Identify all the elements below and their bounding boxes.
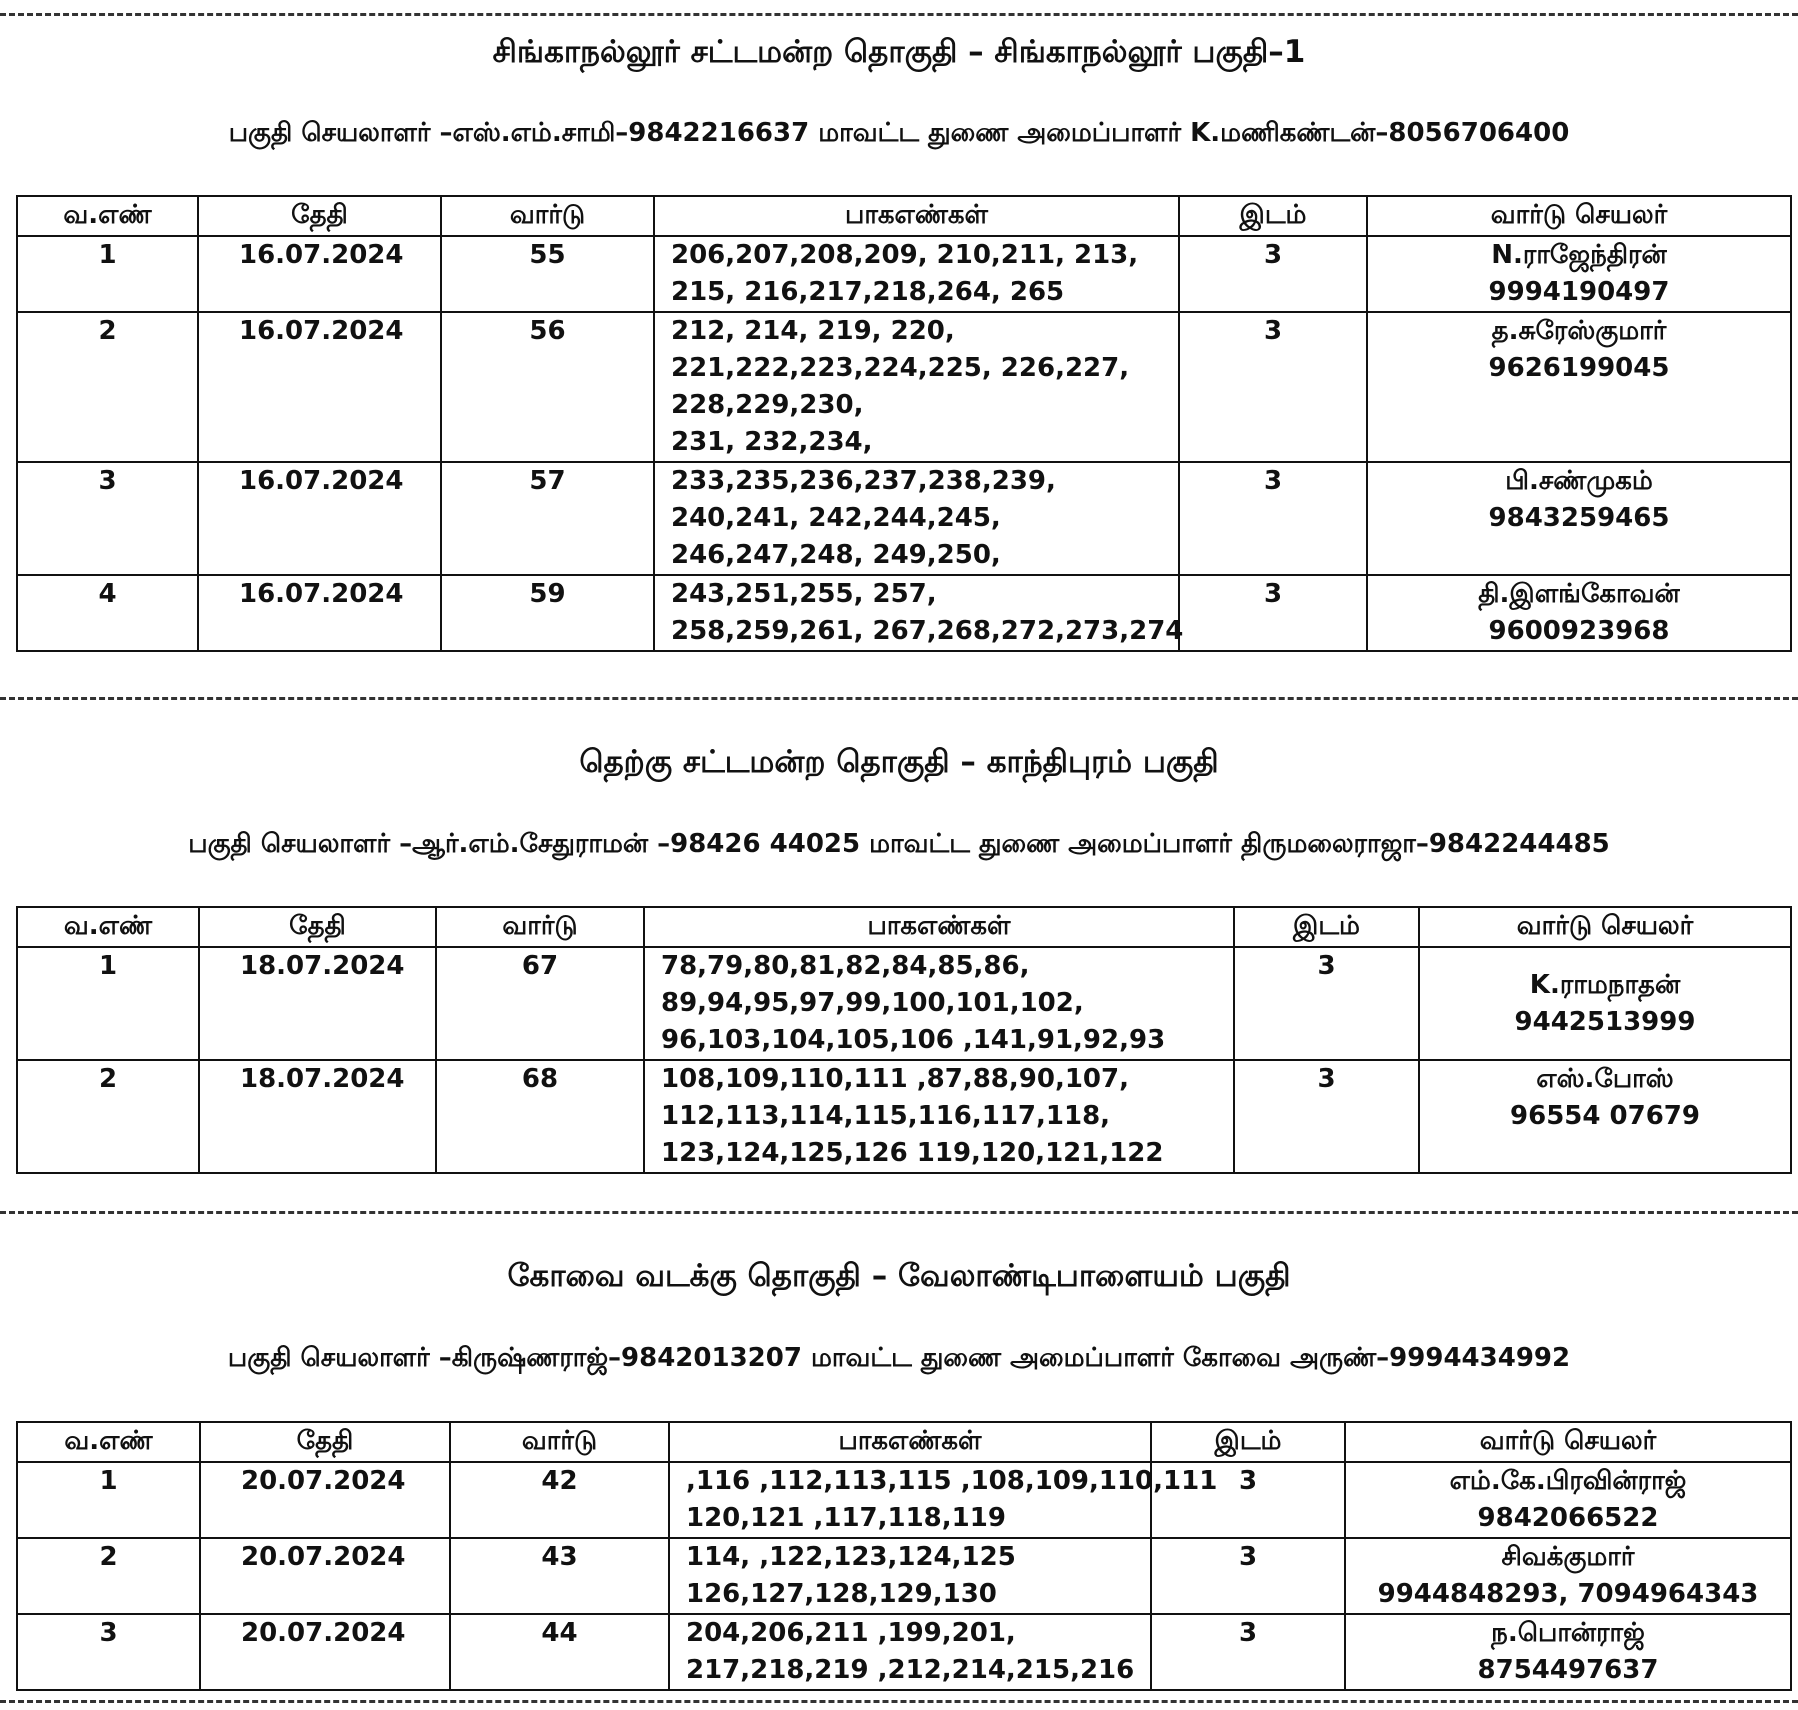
secretary-name: எம்.கே.பிரவின்ராஜ் (1449, 1466, 1687, 1496)
parts-cell (644, 947, 1234, 1060)
table-row (17, 1538, 1791, 1614)
table-header-row (17, 907, 1791, 947)
secretary-name: N.ராஜேந்திரன் (1491, 240, 1667, 270)
place-cell: 3 (1151, 1538, 1345, 1614)
ward-cell: 67 (436, 947, 644, 1060)
parts-line: 258,259,261, 267,268,272,273,274 (671, 616, 1184, 646)
ward-cell: 55 (441, 236, 654, 312)
place-cell: 3 (1234, 947, 1419, 1060)
ward-cell: 68 (436, 1060, 644, 1173)
parts-cell (644, 1060, 1234, 1173)
divider (0, 697, 1798, 700)
parts-line: 246,247,248, 249,250, (671, 540, 1001, 570)
column-header: வ.எண் (17, 1422, 200, 1462)
serial-number: 1 (17, 947, 199, 1060)
secretary-phone: 9994190497 (1488, 277, 1670, 307)
parts-line: 233,235,236,237,238,239, (671, 466, 1056, 496)
parts-line: 228,229,230, (671, 390, 864, 420)
secretary-phone: 9843259465 (1488, 503, 1670, 533)
secretary-cell (1419, 947, 1791, 1060)
parts-cell (669, 1538, 1151, 1614)
secretary-cell (1345, 1614, 1791, 1690)
column-header: பாகஎண்கள் (644, 907, 1234, 947)
serial-number: 2 (17, 1060, 199, 1173)
serial-number: 2 (17, 312, 198, 462)
parts-cell (654, 462, 1179, 575)
parts-line: 126,127,128,129,130 (686, 1579, 997, 1609)
parts-line: 123,124,125,126 119,120,121,122 (661, 1138, 1164, 1168)
secretary-phone: 96554 07679 (1510, 1101, 1700, 1131)
secretary-name: எஸ்.போஸ் (1536, 1064, 1674, 1094)
divider (0, 13, 1798, 16)
column-header: பாகஎண்கள் (654, 196, 1179, 236)
table-row (17, 236, 1791, 312)
date-cell: 16.07.2024 (198, 236, 441, 312)
place-cell: 3 (1179, 575, 1367, 651)
table-header-row (17, 196, 1791, 236)
secretary-phone: 9626199045 (1488, 353, 1670, 383)
secretary-cell (1367, 236, 1791, 312)
section-title: கோவை வடக்கு தொகுதி – வேலாண்டிபாளையம் பகுதி (507, 1258, 1291, 1294)
secretary-phone: 9442513999 (1514, 1006, 1696, 1037)
secretary-cell (1345, 1462, 1791, 1538)
serial-number: 4 (17, 575, 198, 651)
secretary-name: பி.சண்முகம் (1505, 466, 1653, 496)
table-row (17, 1614, 1791, 1690)
column-header: தேதி (198, 196, 441, 236)
section-title: சிங்காநல்லூர் சட்டமன்ற தொகுதி – சிங்காநல்லூர் பகுதி–1 (492, 34, 1306, 70)
ward-cell: 56 (441, 312, 654, 462)
column-header: இடம் (1234, 907, 1419, 947)
date-cell: 16.07.2024 (198, 462, 441, 575)
ward-cell: 57 (441, 462, 654, 575)
table-row (17, 462, 1791, 575)
parts-line: 206,207,208,209, 210,211, 213, (671, 240, 1139, 270)
table-row (17, 1060, 1791, 1173)
place-cell: 3 (1179, 462, 1367, 575)
ward-cell: 59 (441, 575, 654, 651)
table-row (17, 312, 1791, 462)
date-cell: 20.07.2024 (200, 1462, 450, 1538)
secretary-cell (1367, 312, 1791, 462)
serial-number: 1 (17, 1462, 200, 1538)
column-header: இடம் (1179, 196, 1367, 236)
date-cell: 18.07.2024 (199, 947, 436, 1060)
column-header: வார்டு (450, 1422, 669, 1462)
date-cell: 16.07.2024 (198, 312, 441, 462)
ward-cell: 42 (450, 1462, 669, 1538)
secretary-cell (1367, 575, 1791, 651)
place-cell: 3 (1179, 312, 1367, 462)
table-header-row (17, 1422, 1791, 1462)
serial-number: 1 (17, 236, 198, 312)
place-cell: 3 (1151, 1614, 1345, 1690)
column-header: வார்டு செயலர் (1419, 907, 1791, 947)
parts-cell (654, 312, 1179, 462)
ward-cell: 43 (450, 1538, 669, 1614)
column-header: பாகஎண்கள் (669, 1422, 1151, 1462)
serial-number: 2 (17, 1538, 200, 1614)
secretary-phone: 9600923968 (1488, 616, 1670, 646)
secretary-phone: 8754497637 (1477, 1655, 1659, 1685)
date-cell: 20.07.2024 (200, 1538, 450, 1614)
parts-cell (669, 1462, 1218, 1538)
parts-cell (654, 575, 1184, 651)
secretary-cell (1419, 1060, 1791, 1173)
column-header: வார்டு (441, 196, 654, 236)
secretary-name: ந.பொன்ராஜ் (1491, 1618, 1645, 1648)
table-row (17, 1462, 1791, 1538)
column-header: வ.எண் (17, 196, 198, 236)
column-header: வார்டு செயலர் (1345, 1422, 1791, 1462)
parts-line: 112,113,114,115,116,117,118, (661, 1101, 1111, 1131)
serial-number: 3 (17, 462, 198, 575)
parts-line: 78,79,80,81,82,84,85,86, (661, 951, 1030, 981)
column-header: வார்டு (436, 907, 644, 947)
parts-line: 89,94,95,97,99,100,101,102, (661, 988, 1084, 1018)
table-row (17, 947, 1791, 1060)
parts-line: 231, 232,234, (671, 427, 873, 457)
date-cell: 16.07.2024 (198, 575, 441, 651)
parts-line: 108,109,110,111 ,87,88,90,107, (661, 1064, 1129, 1094)
parts-line: 243,251,255, 257, (671, 579, 937, 609)
column-header: வார்டு செயலர் (1367, 196, 1791, 236)
column-header: வ.எண் (17, 907, 199, 947)
secretary-cell (1367, 462, 1791, 575)
parts-line: 120,121 ,117,118,119 (686, 1503, 1006, 1533)
secretary-name: K.ராமநாதன் (1529, 969, 1681, 1000)
serial-number: 3 (17, 1614, 200, 1690)
secretary-name: தி.இளங்கோவன் (1478, 579, 1680, 609)
column-header: தேதி (199, 907, 436, 947)
schedule-table (16, 195, 1792, 652)
ward-cell: 44 (450, 1614, 669, 1690)
secretary-phone: 9944848293, 7094964343 (1377, 1579, 1759, 1609)
column-header: இடம் (1151, 1422, 1345, 1462)
parts-line: 114, ,122,123,124,125 (686, 1542, 1016, 1572)
section-subtitle: பகுதி செயலாளர் –ஆர்.எம்.சேதுராமன் –98426 44025 மாவட்ட துணை அமைப்பாளர் திருமலைராஜா–9842244485 (188, 829, 1610, 859)
section-subtitle: பகுதி செயலாளர் –கிருஷ்ணராஜ்–9842013207 மாவட்ட துணை அமைப்பாளர் கோவை அருண்–9994434992 (227, 1343, 1571, 1373)
secretary-name: த.சுரேஸ்குமார் (1491, 316, 1667, 346)
secretary-cell (1345, 1538, 1791, 1614)
parts-line: 240,241, 242,244,245, (671, 503, 1001, 533)
parts-cell (669, 1614, 1151, 1690)
secretary-name: சிவக்குமார் (1501, 1542, 1635, 1572)
parts-line: 217,218,219 ,212,214,215,216 (686, 1655, 1135, 1685)
divider (0, 1700, 1798, 1703)
table-row (17, 575, 1791, 651)
section-title: தெற்கு சட்டமன்ற தொகுதி – காந்திபுரம் பகுதி (579, 744, 1219, 780)
divider (0, 1211, 1798, 1214)
parts-line: 96,103,104,105,106 ,141,91,92,93 (661, 1025, 1166, 1055)
section-subtitle: பகுதி செயலாளர் –எஸ்.எம்.சாமி–9842216637 மாவட்ட துணை அமைப்பாளர் K.மணிகண்டன்–8056706400 (228, 118, 1570, 148)
date-cell: 20.07.2024 (200, 1614, 450, 1690)
date-cell: 18.07.2024 (199, 1060, 436, 1173)
place-cell: 3 (1179, 236, 1367, 312)
place-cell: 3 (1151, 1462, 1345, 1538)
parts-line: ,116 ,112,113,115 ,108,109,110,111 (686, 1466, 1218, 1496)
column-header: தேதி (200, 1422, 450, 1462)
schedule-table (16, 906, 1792, 1174)
parts-line: 215, 216,217,218,264, 265 (671, 277, 1065, 307)
schedule-table (16, 1421, 1792, 1691)
parts-line: 204,206,211 ,199,201, (686, 1618, 1016, 1648)
parts-line: 212, 214, 219, 220, (671, 316, 955, 346)
place-cell: 3 (1234, 1060, 1419, 1173)
parts-line: 221,222,223,224,225, 226,227, (671, 353, 1130, 383)
parts-cell (654, 236, 1179, 312)
secretary-phone: 9842066522 (1477, 1503, 1659, 1533)
